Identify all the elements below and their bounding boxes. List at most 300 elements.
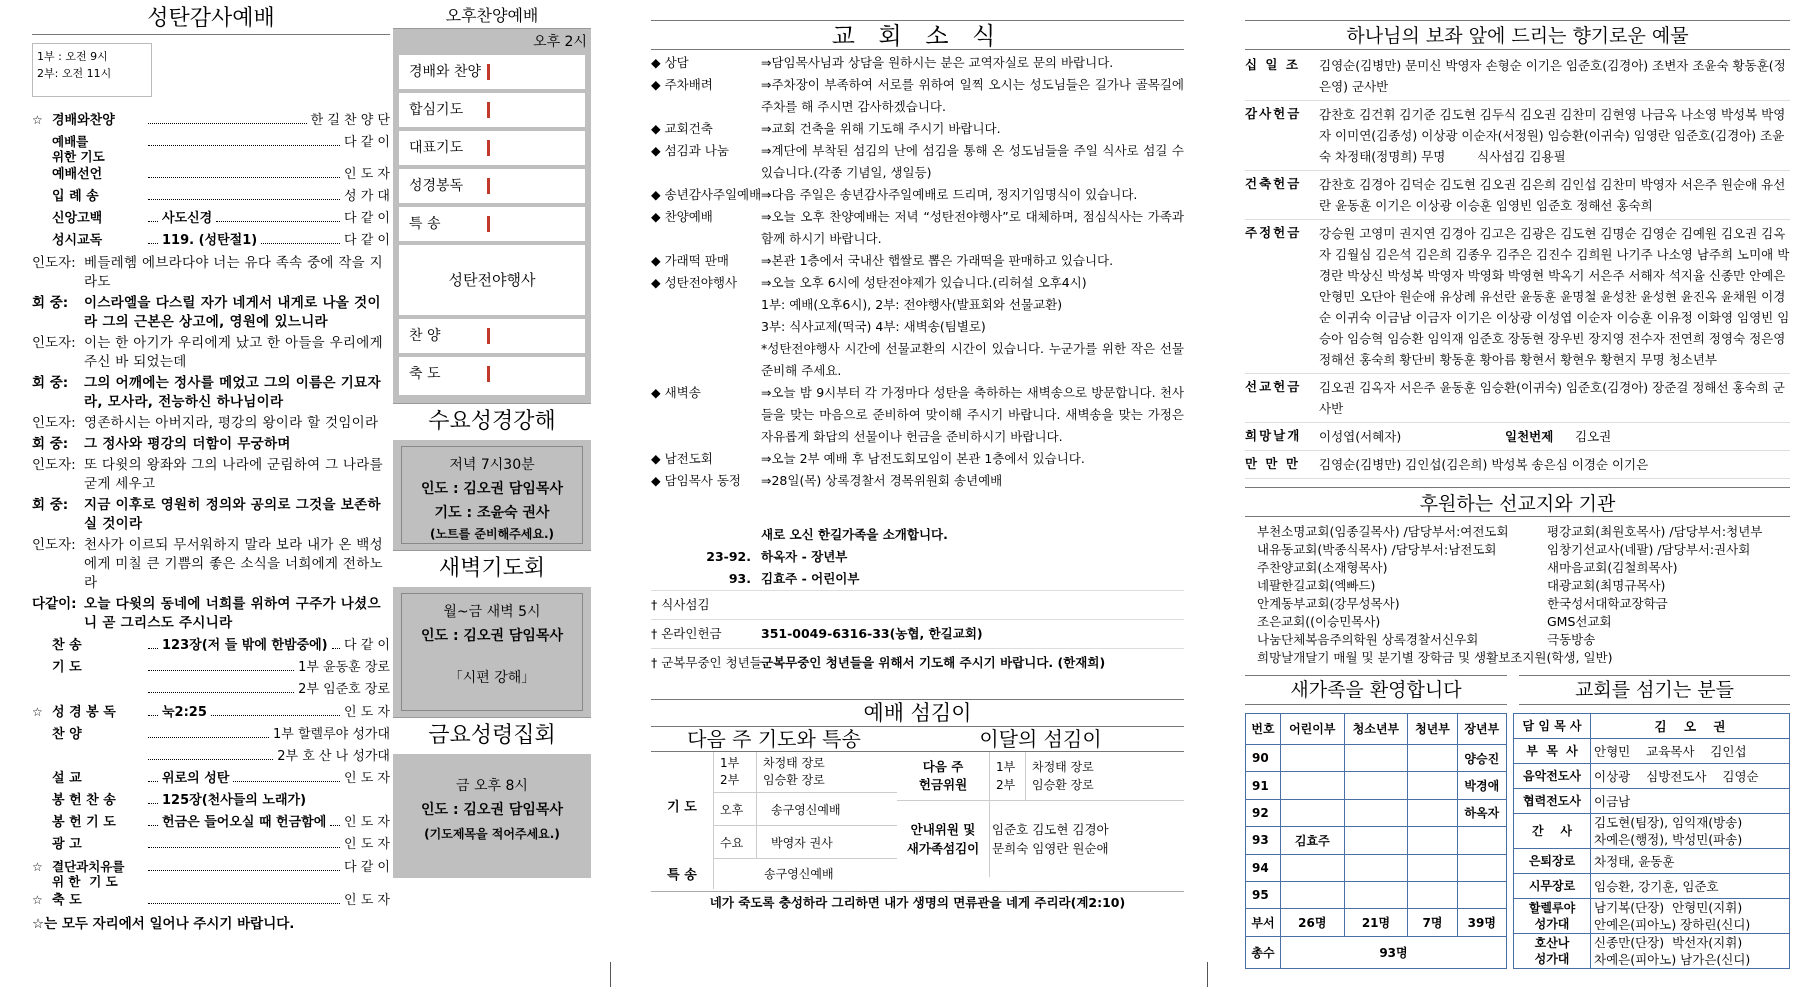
dot-leader [330, 815, 340, 826]
reading-text: 그 정사와 평강의 더함이 무궁하며 [84, 436, 291, 452]
offering-row [1245, 52, 1790, 101]
news-text: ⇒오늘 밤 9시부터 각 가정마다 성탄을 축하하는 새벽송으로 방문합니다. 천사들을 맞는 마음으로 준비하여 맞이해 주시기 바랍니다. 새벽송을 맞는 가정은 자유롭게 화답의 선물이나 헌금을 준비하시기 바랍니다. [761, 385, 1184, 444]
news-label: ◆ 새벽송 [651, 385, 701, 400]
servant-role: 담 임 목 사 [1514, 714, 1591, 739]
news-label: ◆ 섬김과 나눔 [651, 143, 729, 158]
table-row [1246, 827, 1507, 854]
order-item [32, 109, 390, 132]
welcome-cell: 92 [1246, 799, 1281, 826]
welcome-cell [1344, 827, 1408, 854]
order-label: 봉 헌 기 도 [52, 815, 116, 830]
new-family-item [651, 546, 1184, 568]
news-label: ◆ 주차배려 [651, 77, 713, 92]
christmas-eve-event: 성탄전야행사 [399, 245, 585, 315]
responsive-line [32, 254, 390, 292]
welcome-header [1246, 714, 1507, 745]
order-label: 기 도 [52, 660, 82, 675]
misc-item [651, 619, 1184, 648]
new-family-no: 23-92. [706, 549, 751, 564]
reading-text: 오늘 다윗의 동네에 너희를 위하여 구주가 나셨으니 곧 그리스도 주시니라 [84, 596, 381, 631]
welcome-cell [1408, 827, 1457, 854]
servant-names: 신종만(단장) 박선자(지휘) 차예은(피아노) 남가은(신디) [1591, 934, 1790, 969]
order-item [32, 701, 390, 724]
order-item [32, 856, 390, 889]
divider [1207, 962, 1208, 987]
welcome-cell [1280, 854, 1344, 881]
order-leader: 다 같 이 [344, 233, 390, 248]
hope-row: 희망날개 이성엽(서혜자) 일천번제 김오권 [1245, 423, 1790, 451]
order-leader: 인 도 자 [344, 771, 390, 786]
servants-table [1513, 713, 1790, 969]
mission-item: 극동방송 [1547, 632, 1596, 647]
order-label: 결단과치유를 위 한 기 도 [52, 859, 125, 889]
order-leader: 2부 임준호 장로 [298, 682, 390, 697]
welcome-cell [1280, 882, 1344, 909]
prayer-service: 1부 2부 [714, 752, 757, 793]
news-item [651, 448, 1184, 470]
welcome-cell: 91 [1246, 772, 1281, 799]
responsive-line [32, 435, 390, 454]
order-item [32, 812, 390, 834]
servant-names: 차정태, 윤동훈 [1591, 849, 1790, 874]
order-detail: 눅2:25 [162, 705, 207, 720]
dot-leader [233, 771, 340, 782]
misc-text: 351-0049-6316-33(농협, 한길교회) [761, 626, 983, 641]
servant-names: 안형민 교육목사 김인섭 [1591, 739, 1790, 764]
offering-type: 감사헌금 [1245, 106, 1302, 121]
news-text: ⇒계단에 부착된 섬김의 난에 섬김을 통해 온 성도님들을 주일 식사로 섬길 수 있습니다.(각종 기념일, 생일등) [761, 143, 1184, 180]
news-item [651, 52, 1184, 74]
mission-row [1257, 541, 1790, 559]
order-label: 축 도 [52, 893, 82, 908]
table-row [1246, 772, 1507, 799]
dot-leader [148, 682, 294, 693]
bottom-tables [1245, 713, 1790, 969]
mission-list [1245, 517, 1790, 667]
speaker: 인도자: [32, 537, 76, 553]
news-label: ◆ 찬양예배 [651, 209, 713, 224]
speaker: 인도자: [32, 335, 76, 351]
offering-type: 건축헌금 [1245, 176, 1302, 191]
news-item [651, 74, 1184, 118]
responsive-line [32, 374, 390, 412]
afternoon-item: 축 도 [399, 357, 585, 395]
verse: 네가 죽도록 충성하라 그리하면 내가 생명의 면류관을 네게 주리라(계2:10) [651, 891, 1184, 913]
news-item [651, 206, 1184, 250]
reading-text: 또 다윗의 왕좌와 그의 나라에 군림하여 그 나라를 굳게 세우고 [84, 457, 383, 492]
welcome-cell [1408, 854, 1457, 881]
welcome-cell: 김효주 [1280, 827, 1344, 854]
welcome-total [1246, 936, 1507, 968]
news-text: ⇒담임목사님과 상담을 원하시는 분은 교역자실로 문의 바랍니다. [761, 55, 1114, 70]
news-label: ◆ 담임목사 동정 [651, 473, 742, 488]
order-item [32, 746, 390, 768]
afternoon-item: 성경봉독 [399, 169, 585, 203]
month-table [897, 752, 1184, 877]
news-label: ◆ 성탄전야행사 [651, 275, 738, 290]
responsive-line [32, 595, 390, 633]
servant-names: 남기복(단장) 안형민(지휘) 안예은(피아노) 장하린(신디) [1591, 899, 1790, 934]
news-item [651, 184, 1184, 206]
mission-row [1257, 559, 1790, 577]
order-leader: 한 길 찬 양 단 [310, 113, 390, 128]
misc-label: † 온라인헌금 [651, 626, 722, 641]
mission-item: 조은교회((이승민목사) [1257, 614, 1381, 629]
wed-title: 수요성경강해 [393, 403, 591, 440]
order-leader: 다 같 이 [344, 638, 390, 653]
welcome-cell: 39명 [1457, 909, 1506, 936]
offering-type: 주정헌금 [1245, 225, 1302, 240]
total-label: 총수 [1246, 936, 1281, 968]
mission-item: 내유동교회(박종식목사) /담당부서:남전도회 [1257, 542, 1497, 557]
mission-item: 부천소명교회(임종길목사) /담당부서:여전도회 [1257, 524, 1509, 539]
speaker: 회 중: [32, 375, 69, 391]
order-item [32, 635, 390, 657]
servant-role: 시무장로 [1514, 874, 1591, 899]
star-mark: ☆ [32, 705, 43, 719]
news-text: ⇒오늘 오후 6시에 성탄전야제가 있습니다.(리허설 오후4시) 1부: 예배(오후6시), 2부: 전야행사(발표회와 선물교환) 3부: 식사교제(떡국) 4부: 새벽송(팀별로) *성탄전야행사 시간에 선물교환의 시간이 있습니다. 누군가를 위한 작은 선물 준비해 주세요. [761, 275, 1184, 378]
mission-item: 나눔단체복음주의학원 상록경찰서신우회 [1257, 632, 1479, 647]
dot-leader [148, 189, 340, 200]
month-cell: 차정태 장로 임승환 장로 [1026, 752, 1185, 801]
dot-leader [148, 705, 158, 716]
dot-leader [261, 233, 340, 244]
order-leader: 인 도 자 [344, 893, 390, 908]
serve-title: 예배 섬김이 [651, 699, 1184, 727]
order-leader: 인 도 자 [344, 837, 390, 852]
service-times [32, 43, 152, 97]
reading-text: 지금 이후로 영원히 정의와 공의로 그것을 보존하실 것이라 [84, 497, 381, 532]
misc-item [651, 590, 1184, 619]
dot-leader [148, 793, 158, 804]
dot-leader [148, 638, 158, 649]
star-mark: ☆ [32, 893, 43, 907]
servant-role: 간 사 [1514, 814, 1591, 849]
servant-row [1514, 899, 1790, 934]
order-leader: 성 가 대 [344, 189, 390, 204]
misc-label: † 식사섬김 [651, 597, 710, 612]
welcome-cell [1280, 772, 1344, 799]
welcome-cell [1457, 882, 1506, 909]
new-family-name: 하옥자 - 장년부 [761, 549, 848, 564]
welcome-col-head: 청소년부 [1344, 714, 1408, 745]
news-text: ⇒오늘 오후 찬양예배는 저녁 “성탄전야행사”로 대체하며, 점심식사는 가족과 함께 하시기 바랍니다. [761, 209, 1184, 246]
mission-item: 대광교회(최명규목사) [1547, 578, 1666, 593]
servant-row [1514, 814, 1790, 849]
panel-church-news [651, 0, 1184, 960]
responsive-line [32, 536, 390, 593]
mission-row [1257, 631, 1790, 649]
mission-row [1257, 577, 1790, 595]
dot-leader [148, 135, 340, 146]
order-label: 찬 송 [52, 638, 82, 653]
order-list-2 [32, 635, 390, 912]
mission-item: 안계동부교회(강무성목사) [1257, 596, 1400, 611]
table-row [1246, 882, 1507, 909]
dot-leader [148, 727, 269, 738]
welcome-cell: 93 [1246, 827, 1281, 854]
order-leader: 인 도 자 [344, 705, 390, 720]
offering-row [1245, 171, 1790, 220]
bottom-titles: 새가족을 환영합니다 교회를 섬기는 분들 [1245, 675, 1790, 705]
servant-names: 김 오 권 [1591, 714, 1790, 739]
welcome-cell [1457, 827, 1506, 854]
mission-item: 네팔한길교회(엑빠드) [1257, 578, 1376, 593]
news-label: ◆ 가래떡 판매 [651, 253, 729, 268]
star-mark: ☆ [32, 860, 43, 874]
reading-text: 베들레헴 에브라다야 너는 유다 족속 중에 작을 지라도 [84, 255, 383, 290]
order-label: 찬 양 [52, 727, 82, 742]
news-item [651, 250, 1184, 272]
mission-item: 새마음교회(김철희목사) [1547, 560, 1678, 575]
order-leader: 1부 할렐루야 성가대 [273, 727, 390, 742]
offering-row [1245, 220, 1790, 374]
afternoon-item: 특 송 [399, 207, 585, 241]
divider [610, 962, 611, 987]
welcome-cell [1408, 799, 1457, 826]
time-2: 2부: 오전 11시 [37, 67, 112, 80]
new-family-list [651, 546, 1184, 590]
welcome-cell [1344, 854, 1408, 881]
order-item [32, 834, 390, 856]
dot-leader [148, 893, 340, 904]
speaker: 회 중: [32, 497, 69, 513]
standing-note: ☆는 모두 자리에서 일어나 주시기 바랍니다. [32, 916, 295, 932]
order-item [32, 724, 390, 746]
mission-item: 희망날개달기 매월 및 분기별 장학금 및 생활보조지원(학생, 일반) [1257, 650, 1613, 665]
news-item [651, 118, 1184, 140]
servant-role: 음악전도사 [1514, 764, 1591, 789]
order-label: 설 교 [52, 771, 82, 786]
servant-role: 협력전도사 [1514, 789, 1591, 814]
month-cell: 다음 주 헌금위원 [897, 752, 990, 801]
dot-leader [148, 837, 340, 848]
servant-row [1514, 934, 1790, 969]
total-value: 93명 [1280, 936, 1506, 968]
reading-text: 그의 어깨에는 정사를 메었고 그의 이름은 기묘자라, 모사라, 전능하신 하나님이라 [84, 375, 381, 410]
mission-row [1257, 613, 1790, 631]
offering-row [1245, 101, 1790, 171]
panel-afternoon [393, 0, 591, 960]
welcome-cell: 하옥자 [1457, 799, 1506, 826]
serve-subtitles: 다음 주 기도와 특송 이달의 섬김이 [651, 727, 1184, 752]
order-detail: 125장(천사들의 노래가) [162, 793, 307, 808]
misc-label: † 군복무중인 청년들 [651, 655, 762, 670]
servant-names: 임승환, 강기훈, 임준호 [1591, 874, 1790, 899]
welcome-table [1245, 713, 1507, 969]
welcome-cell: 양승진 [1457, 744, 1506, 771]
misc-text: 군복무중인 청년들을 위해서 기도해 주시기 바랍니다. (한재희) [761, 655, 1106, 670]
servant-row [1514, 849, 1790, 874]
speaker: 다같이: [32, 596, 77, 612]
order-leader: 2부 호 산 나 성가대 [277, 749, 390, 764]
star-mark: ☆ [32, 113, 43, 127]
table-row [1246, 909, 1507, 936]
speaker: 회 중: [32, 436, 69, 452]
serve-tables [651, 752, 1184, 889]
order-item [32, 768, 390, 790]
panel-offerings [1245, 0, 1790, 967]
welcome-cell [1344, 772, 1408, 799]
order-leader: 1부 윤동훈 장로 [298, 660, 390, 675]
welcome-cell [1408, 882, 1457, 909]
dot-leader [148, 860, 340, 871]
misc-list [651, 590, 1184, 677]
order-detail: 헌금은 들어오실 때 헌금함에 [162, 815, 327, 830]
responsive-line [32, 414, 390, 433]
mission-row [1257, 649, 1790, 667]
offerings-title: 하나님의 보좌 앞에 드리는 향기로운 예물 [1245, 20, 1790, 50]
dot-leader [216, 211, 340, 222]
order-label: 성시교독 [52, 233, 103, 248]
servant-names: 이상광 심방전도사 김영순 [1591, 764, 1790, 789]
dawn-box: 월~금 새벽 5시 인도 : 김오권 담임목사 「시편 강해」 [393, 587, 591, 717]
welcome-cell [1344, 882, 1408, 909]
month-cell: 안내위원 및 새가족섬김이 [897, 801, 990, 878]
afternoon-title: 오후찬양예배 [393, 0, 591, 29]
dot-leader [148, 113, 307, 124]
offering-type: 선교헌금 [1245, 379, 1302, 394]
welcome-cell: 90 [1246, 744, 1281, 771]
offering-names: 김오권 김옥자 서은주 윤동훈 임승환(이귀숙) 임준호(김경아) 장준걸 정해선 홍숙희 군사반 [1319, 380, 1785, 416]
order-label: 예배선언 [52, 167, 103, 182]
servant-row [1514, 789, 1790, 814]
welcome-cell [1457, 854, 1506, 881]
servant-names: 김도현(팀장), 임익재(방송) 차예은(행정), 박성민(파송) [1591, 814, 1790, 849]
news-label: ◆ 송년감사주일예배 [651, 187, 762, 202]
welcome-cell [1280, 744, 1344, 771]
news-item [651, 382, 1184, 448]
table-row [1246, 854, 1507, 881]
welcome-cell: 26명 [1280, 909, 1344, 936]
order-leader: 인 도 자 [344, 167, 390, 182]
order-item [32, 889, 390, 912]
news-title: 교 회 소 식 [651, 20, 1184, 50]
order-label: 예배를 위한 기도 [52, 134, 105, 164]
order-item [32, 208, 390, 230]
order-detail: 119. (성탄절1) [162, 233, 258, 248]
offering-names: 강승원 고영미 권지연 김경아 김고은 김광은 김도현 김명순 김영순 김예원 김오권 김옥자 김월심 김은석 김은희 김종우 김주은 김진수 김희원 나기주 나소영 남주희 노미애 박경란 박상신 박성복 박영자 박영화 박영현 박옥기 서은주 서해자 석지율 신종만 안예은 안형민 오단아 원순애 유상례 유선란 윤동훈 윤명철 윤성찬 윤성현 윤진옥 윤채원 이경순 이귀숙 이금남 이금자 이기은 이상광 이성엽 이순자 이승훈 이유정 이화영 임영빈 임승아 임승혁 임승환 임익재 임준호 장동현 장우빈 장지영 전수자 전연희 정영숙 정은영 정해선 홍숙희 황단비 황동훈 황아름 황현서 황현우 황현지 무명 청소년부 [1319, 226, 1790, 367]
afternoon-items [393, 55, 591, 403]
reading-text: 이스라엘을 다스릴 자가 네게서 내게로 나올 것이라 그의 근본은 상고에, 영원에 있느니라 [84, 295, 381, 330]
dot-leader [148, 660, 294, 671]
order-leader: 인 도 자 [344, 815, 390, 830]
afternoon-item: 찬 양 [399, 319, 585, 353]
offering-names: 감찬호 김경아 김덕순 김도현 김오권 김은희 김인섭 김찬미 박영자 서은주 원순애 유선란 윤동훈 이기은 이상광 이승훈 임영빈 임준호 정해선 홍숙희 [1319, 177, 1786, 213]
afternoon-item: 대표기도 [399, 131, 585, 165]
mission-title: 후원하는 선교지와 기관 [1245, 487, 1790, 517]
prayer-table: 기 도 1부 2부 차정태 장로 임승환 장로 오후 송구영신예배 수요 박영자 권사 특 송 송구영신예배 [651, 752, 897, 889]
order-label: 광 고 [52, 837, 82, 852]
welcome-cell: 21명 [1344, 909, 1408, 936]
servant-role: 호산나 성가대 [1514, 934, 1591, 969]
prayer-names: 차정태 장로 임승환 장로 [757, 752, 898, 793]
welcome-col-head: 번호 [1246, 714, 1281, 745]
responsive-reading [32, 254, 390, 633]
dot-leader [148, 211, 158, 222]
servant-row [1514, 764, 1790, 789]
welcome-cell: 95 [1246, 882, 1281, 909]
offering-row [1245, 374, 1790, 423]
order-item [32, 186, 390, 208]
news-text: ⇒교회 건축을 위해 기도해 주시기 바랍니다. [761, 121, 1001, 136]
responsive-line [32, 334, 390, 372]
servant-role: 부 목 사 [1514, 739, 1591, 764]
panel-service-order [32, 0, 390, 960]
news-text: ⇒주차장이 부족하여 서로를 위하여 일찍 오시는 성도님들은 길가나 골목길에 주차를 해 주시면 감사하겠습니다. [761, 77, 1184, 114]
dot-leader [148, 749, 273, 760]
welcome-cell: 부서 [1246, 909, 1281, 936]
offerings-list [1245, 52, 1790, 423]
dot-leader [211, 705, 340, 716]
dot-leader [148, 815, 158, 826]
order-item [32, 132, 390, 164]
dawn-title: 새벽기도회 [393, 550, 591, 587]
welcome-cell: 박경애 [1457, 772, 1506, 799]
dot-leader [148, 233, 158, 244]
news-text: ⇒다음 주일은 송년감사주일예배로 드리며, 정지기임명식이 있습니다. [761, 187, 1138, 202]
responsive-line [32, 294, 390, 332]
servant-row [1514, 874, 1790, 899]
fri-box: 금 오후 8시 인도 : 김오권 담임목사 (기도제목을 적어주세요.) [393, 754, 591, 878]
dot-leader [148, 167, 340, 178]
order-item [32, 657, 390, 679]
servant-names: 이금남 [1591, 789, 1790, 814]
misc-text [761, 591, 1184, 619]
order-label: 경배와찬양 [52, 113, 115, 128]
mission-row [1257, 523, 1790, 541]
news-label: ◆ 남전도회 [651, 451, 713, 466]
offering-type: 십 일 조 [1245, 57, 1300, 72]
order-leader: 다 같 이 [344, 135, 390, 150]
order-item [32, 790, 390, 812]
news-item [651, 140, 1184, 184]
new-family-heading: 새로 오신 한길가족을 소개합니다. [761, 527, 948, 542]
order-item [32, 230, 390, 252]
reading-text: 이는 한 아기가 우리에게 났고 한 아들을 우리에게 주신 바 되었는데 [84, 335, 383, 370]
speaker: 인도자: [32, 415, 76, 431]
news-text: ⇒오늘 2부 예배 후 남전도회모임이 본관 1층에서 있습니다. [761, 451, 1085, 466]
page-title: 성탄감사예배 [32, 0, 390, 35]
reading-text: 영존하시는 아버지라, 평강의 왕이라 할 것임이라 [84, 415, 379, 431]
order-leader: 다 같 이 [344, 211, 390, 226]
mmm-row: 만 만 만 김영순(김병만) 김인섭(김은희) 박성복 송은심 이경순 이기은 [1245, 451, 1790, 479]
welcome-cell [1280, 799, 1344, 826]
offering-names: 감찬호 김건휘 김기준 김도현 김두식 김오권 김찬미 김현영 나금옥 나소영 박성복 박영자 이미연(김종성) 이상광 이순자(서정원) 임승환(이귀숙) 임영란 임준호(김경아) 조윤숙 차정태(정명희) 무명 식사섬김 김용필 [1319, 107, 1786, 164]
afternoon-item: 합심기도 [399, 93, 585, 127]
news-item [651, 272, 1184, 382]
welcome-cell [1408, 744, 1457, 771]
speaker: 회 중: [32, 295, 69, 311]
welcome-cell: 94 [1246, 854, 1281, 881]
month-cell: 임준호 김도현 김경아 문희숙 임영란 원순애 [992, 822, 1109, 856]
misc-item [651, 648, 1184, 677]
order-label: 신앙고백 [52, 211, 103, 226]
mission-row [1257, 595, 1790, 613]
order-label: 입 례 송 [52, 189, 99, 204]
order-list-1 [32, 109, 390, 252]
order-leader: 다 같 이 [344, 860, 390, 875]
news-text: ⇒본관 1층에서 국내산 햅쌀로 뽑은 가래떡을 판매하고 있습니다. [761, 253, 1114, 268]
welcome-col-head: 청년부 [1408, 714, 1457, 745]
new-family-name: 김효주 - 어린이부 [761, 571, 860, 586]
order-detail: 사도신경 [162, 211, 213, 226]
mission-item: GMS선교회 [1547, 614, 1612, 629]
servant-role: 은퇴장로 [1514, 849, 1591, 874]
month-cell: 1부 2부 [990, 752, 1026, 801]
news-text: ⇒28일(목) 상록경찰서 경목위원회 송년예배 [761, 473, 1003, 488]
servant-row [1514, 739, 1790, 764]
